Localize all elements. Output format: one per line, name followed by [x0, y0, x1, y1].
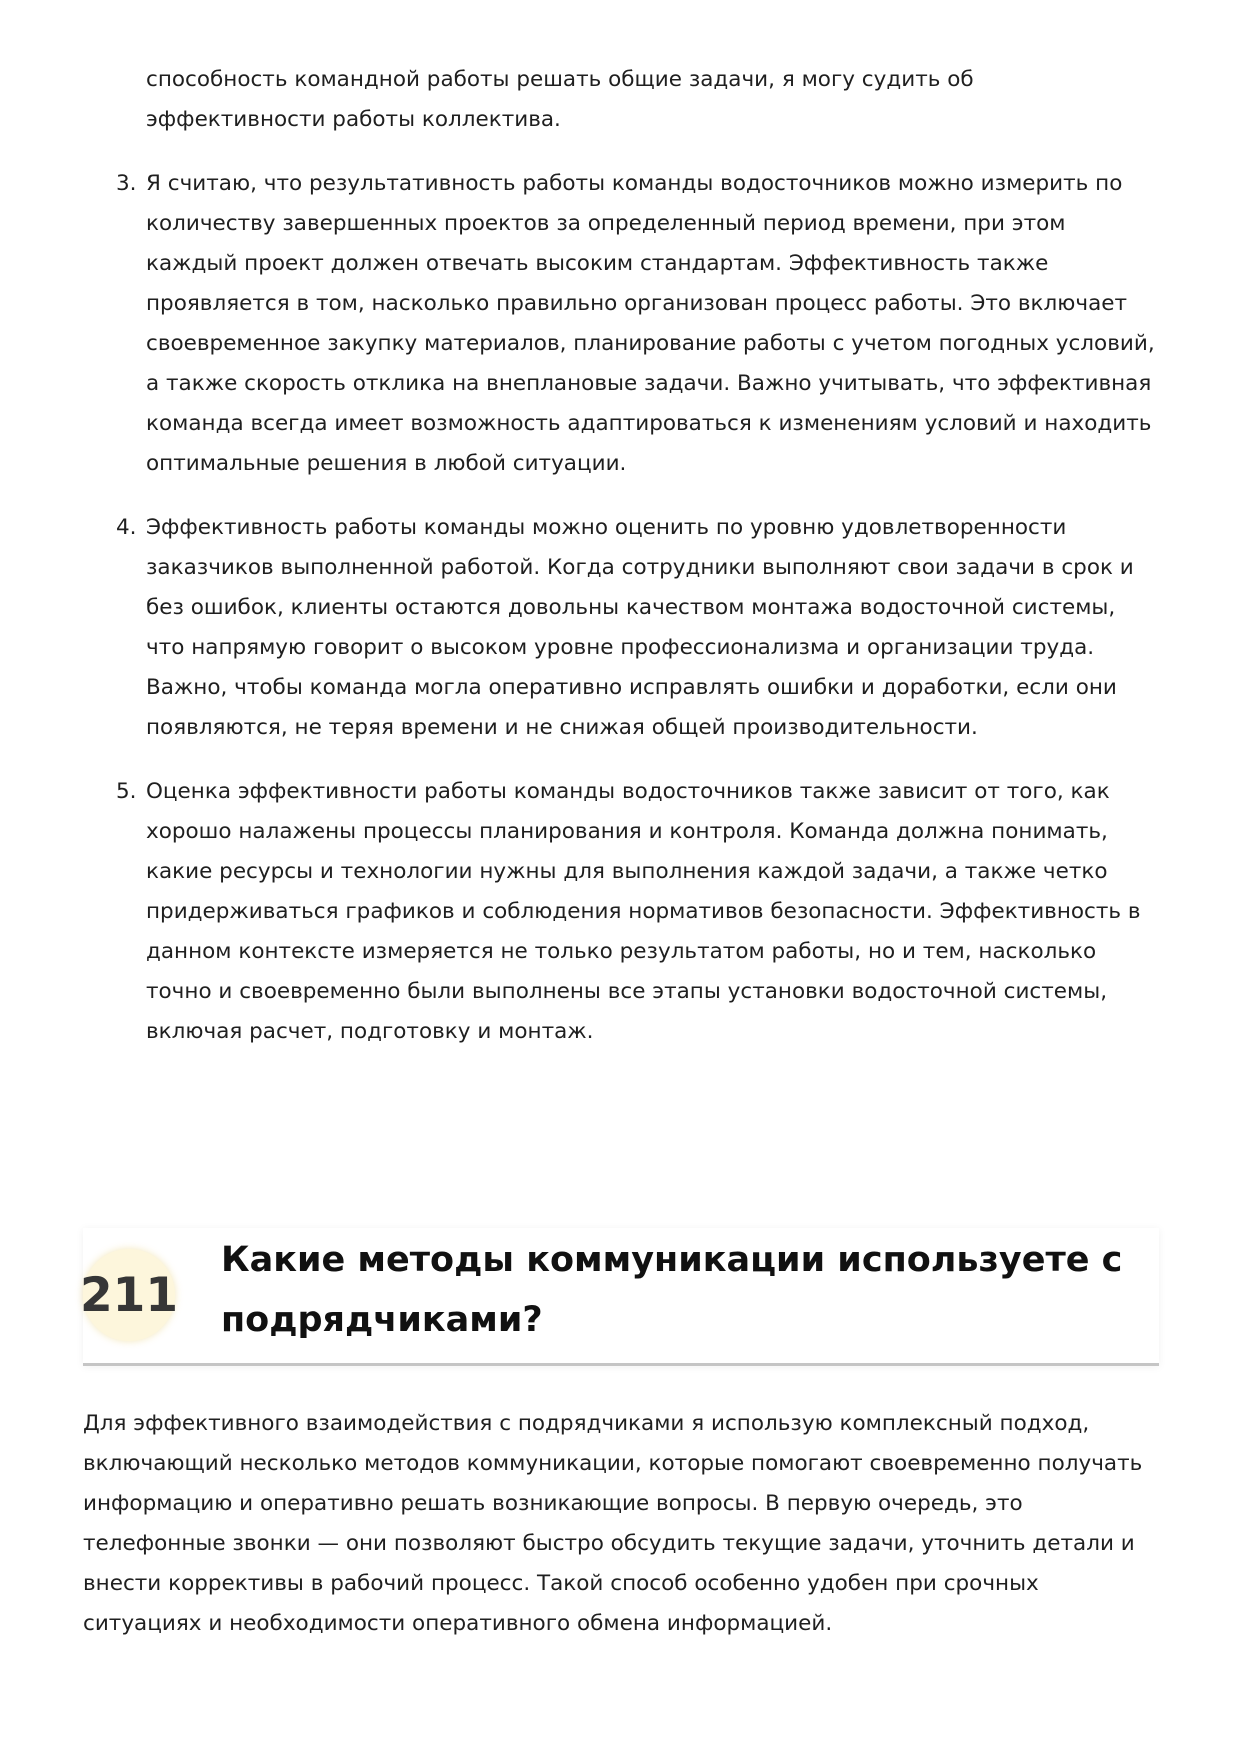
question-title: Какие методы коммуникации используете с подрядчиками? — [221, 1240, 1123, 1340]
question-header — [79, 1228, 1159, 1366]
header-divider — [83, 1363, 1159, 1366]
list-item-text: Эффективность работы команды можно оценить по уровню удовлетворенности заказчиков выполненной работой. Когда сотрудники выполняют свои задачи в срок и без ошибок, клиенты остаются довольны качеством монтажа водосточной системы, что напрямую говорит о высоком уровне профессионализма и организации труда. Важно, чтобы команда могла оперативно исправлять ошибки и доработки, если они появляются, не теряя времени и не снижая общей производительности. — [146, 515, 1134, 740]
list-item-text: Я считаю, что результативность работы команды водосточников можно измерить по количеству завершенных проектов за определенный период времени, при этом каждый проект должен отвечать высоким стандартам. Эффективность также проявляется в том, насколько правильно организован процесс работы. Это включает своевременное закупку материалов, планирование работы с учетом погодных условий, а также скорость отклика на внеплановые задачи. Важно учитывать, что эффективная команда всегда имеет возможность адаптироваться к изменениям условий и находить оптимальные решения в любой ситуации. — [146, 171, 1155, 476]
list-item — [116, 772, 1156, 1052]
list-item-number: 5. — [116, 779, 137, 804]
list-item — [116, 164, 1156, 484]
question-number-badge: 211 — [83, 1249, 175, 1341]
list-item-text: Оценка эффективности работы команды водосточников также зависит от того, как хорошо налажены процессы планирования и контроля. Команда должна понимать, какие ресурсы и технологии нужны для выполнения каждой задачи, а также четко придерживаться графиков и соблюдения нормативов безопасности. Эффективность в данном контексте измеряется не только результатом работы, но и тем, насколько точно и своевременно были выполнены все этапы установки водосточной системы, включая расчет, подготовку и монтаж. — [146, 779, 1141, 1044]
list-item — [116, 508, 1156, 748]
answer-paragraph: Для эффективного взаимодействия с подрядчиками я использую комплексный подход, включающий несколько методов коммуникации, которые помогают своевременно получать информацию и оперативно решать возникающие вопросы. В первую очередь, это телефонные звонки — они позволяют быстро обсудить текущие задачи, уточнить детали и внести коррективы в рабочий процесс. Такой способ особенно удобен при срочных ситуациях и необходимости оперативного обмена информацией. — [83, 1411, 1143, 1636]
continuation-paragraph: способность командной работы решать общие задачи, я могу судить об эффективности работы коллектива. — [146, 67, 974, 132]
list-item-number: 3. — [116, 171, 137, 196]
list-item-number: 4. — [116, 515, 137, 540]
previous-answer-list — [116, 60, 1156, 1076]
